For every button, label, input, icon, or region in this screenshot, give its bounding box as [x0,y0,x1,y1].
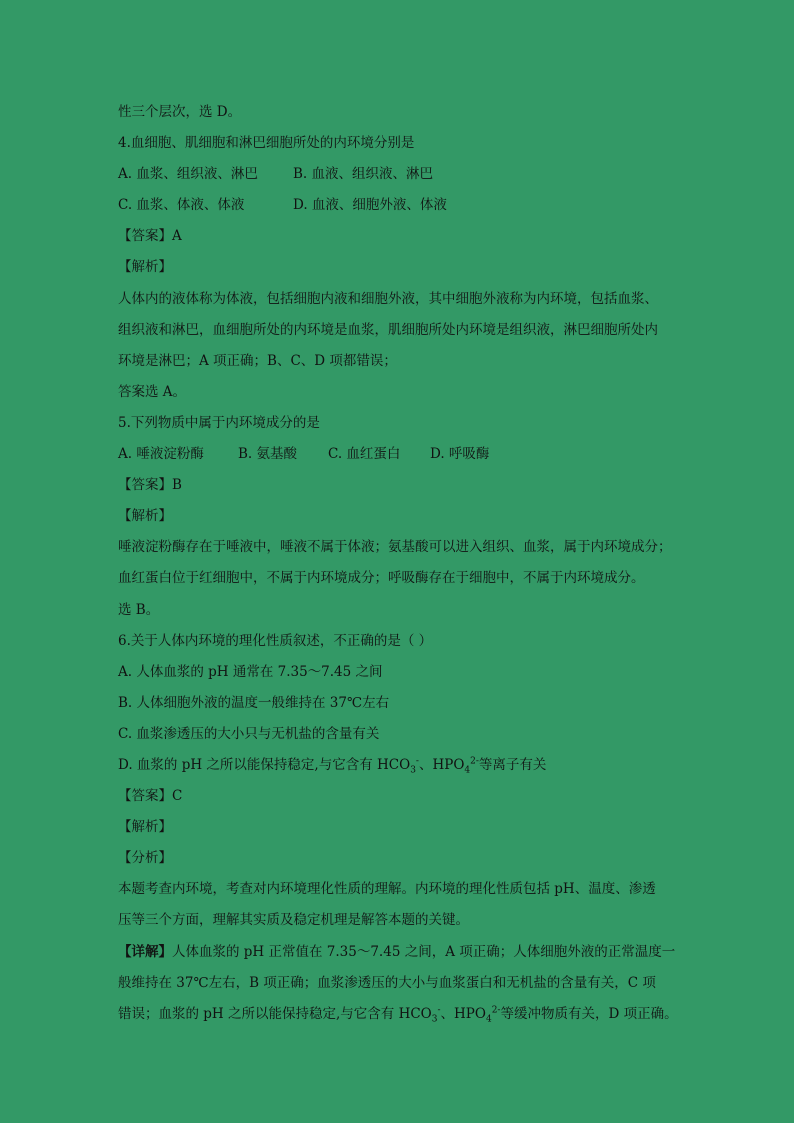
subscript: 3 [410,765,416,776]
question-5-answer [118,473,678,504]
option-text: D. 血浆的 pH 之所以能保持稳定,与它含有 HCO [118,756,411,773]
question-6-stem: 6.关于人体内环境的理化性质叙述，不正确的是（ ） [118,632,433,649]
question-4-stem: 4.血细胞、肌细胞和淋巴细胞所处的内环境分别是 [118,135,415,152]
question-6-option-d [118,753,678,784]
text-line: 性三个层次，选 D。 [118,104,242,120]
superscript: - [415,756,419,767]
superscript: 2- [491,1005,501,1016]
subscript: 3 [431,1014,438,1025]
question-6-fenxi-line: 本题考查内环境，考查对内环境理化性质的理解。内环境的理化性质包括 pH、温度、渗透 [118,881,656,898]
question-5-option-d: D. 呼吸酶 [430,446,490,463]
question-6-detail-line [118,940,678,971]
question-4-explanation-line: 答案选 A。 [118,383,187,400]
question-4-explanation-line: 人体内的液体称为体液，包括细胞内液和细胞外液，其中细胞外液称为内环境，包括血浆、 [118,290,658,307]
detail-text: 人体血浆的 pH 正常值在 7.35～7.45 之间，A 项正确；人体细胞外液的正常温度一 [172,943,676,960]
question-6-option-b: B. 人体细胞外液的温度一般维持在 37℃左右 [118,694,390,711]
question-4-explanation-line: 环境是淋巴；A 项正确；B、C、D 项都错误； [118,352,397,369]
question-6-option-a: A. 人体血浆的 pH 通常在 7.35～7.45 之间 [118,663,383,680]
question-5-stem: 5.下列物质中属于内环境成分的是 [118,414,320,431]
question-4-explanation-line: 组织液和淋巴，血细胞所处的内环境是血浆，肌细胞所处内环境是组织液，淋巴细胞所处内 [118,321,658,338]
question-5-option-a: A. 唾液淀粉酶 [118,446,204,463]
question-5-explanation-line: 血红蛋白位于红细胞中，不属于内环境成分；呼吸酶存在于细胞中，不属于内环境成分。 [118,570,645,587]
question-6-detail-line: 般维持在 37℃左右，B 项正确；血浆渗透压的大小与血浆蛋白和无机盐的含量有关，C 项 [118,974,656,991]
question-6-option-c: C. 血浆渗透压的大小只与无机盐的含量有关 [118,725,380,742]
question-4-analysis-tag: 【解析】 [118,259,172,276]
question-6-detail-line [118,1002,678,1033]
question-5-option-b: B. 氨基酸 [238,446,298,463]
question-5-explanation-line: 唾液淀粉酶存在于唾液中，唾液不属于体液；氨基酸可以进入组织、血浆，属于内环境成分； [118,539,672,556]
answer-value: A [172,228,182,245]
question-4-answer [118,224,678,255]
question-6-analysis-tag: 【解析】 [118,819,172,836]
answer-value: B [172,477,182,494]
option-text: 、HPO [418,756,465,773]
question-4-option-c: C. 血浆、体液、体液 [118,197,245,214]
answer-value: C [172,788,183,805]
subscript: 4 [485,1014,492,1025]
question-5-explanation-line: 选 B。 [118,601,160,618]
question-5-option-c: C. 血红蛋白 [328,446,401,463]
question-6-fenxi-tag: 【分析】 [118,850,172,867]
document-page [118,100,678,1033]
question-4-option-d: D. 血液、细胞外液、体液 [293,197,447,214]
option-text: 等离子有关 [478,756,547,773]
question-4-options-row-2 [118,193,678,224]
question-4-option-a: A. 血浆、组织液、淋巴 [118,166,258,183]
detail-text: 等缓冲物质有关，D 项正确。 [500,1005,678,1022]
question-4-options-row-1 [118,162,678,193]
subscript: 4 [464,765,471,776]
question-5-analysis-tag: 【解析】 [118,508,172,525]
answer-tag: 【答案】 [118,477,172,494]
superscript: 2- [470,756,479,767]
detail-text: 错误；血浆的 pH 之所以能保持稳定,与它含有 HCO [118,1005,432,1022]
answer-tag: 【答案】 [118,788,172,805]
question-5-options [118,442,678,473]
answer-tag: 【答案】 [118,228,172,245]
question-6-fenxi-line: 压等三个方面，理解其实质及稳定机理是解答本题的关键。 [118,912,469,929]
question-6-answer [118,784,678,815]
detail-tag: 【详解】 [118,943,172,960]
question-4-option-b: B. 血液、组织液、淋巴 [293,166,434,183]
detail-text: 、HPO [440,1005,486,1022]
superscript: - [437,1005,441,1016]
